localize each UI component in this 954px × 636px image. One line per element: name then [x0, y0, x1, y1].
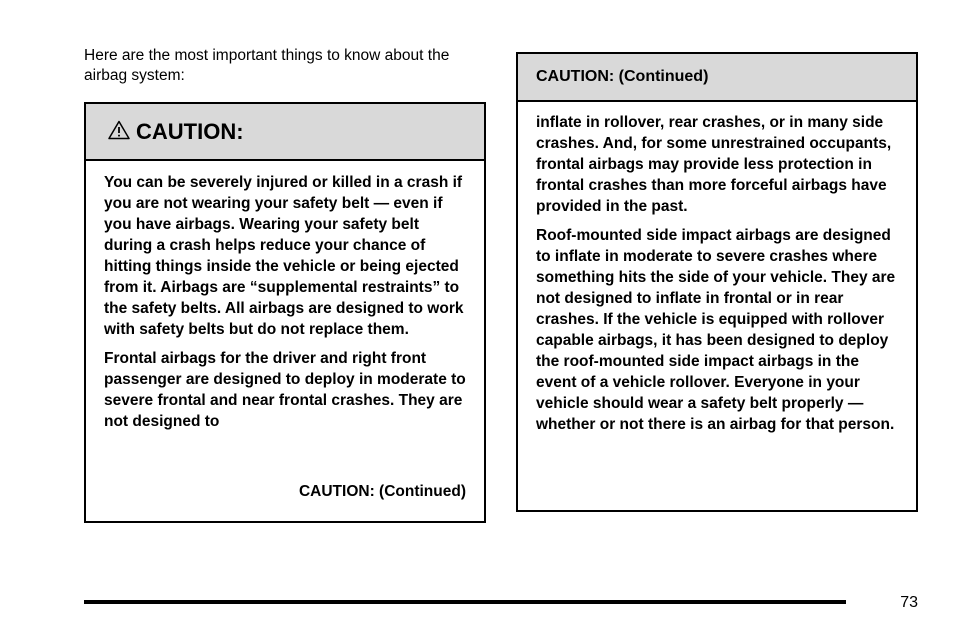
- continued-footer: CAUTION: (Continued): [298, 483, 466, 500]
- page-number: 73: [900, 594, 918, 611]
- caution-paragraph: inflate in rollover, rear crashes, or in many side crashes. And, for some unrestrained occupants, frontal airbags may provide less protection in frontal crashes than more forceful airbags have provided in the past.: [536, 114, 892, 215]
- footer-rule: [84, 600, 846, 604]
- caution-paragraph: Frontal airbags for the driver and right front passenger are designed to deploy in moderate to severe frontal and near frontal crashes. They are not designed to: [104, 350, 466, 430]
- caution-box: [84, 102, 486, 523]
- caution-continued-header: [518, 54, 916, 102]
- caution-paragraph: Roof-mounted side impact airbags are designed to inflate in moderate to severe crashes where something hits the side of your vehicle. They are not designed to inflate in frontal or in rear crashes. If the vehicle is equipped with rollover capable airbags, it has been designed to deploy the roof-mounted side impact airbags in the event of a vehicle rollover. Everyone in your vehicle should wear a safety belt properly — whether or not there is an airbag for that person.: [536, 227, 896, 433]
- caution-body: [86, 161, 484, 432]
- caution-paragraph: You can be severely injured or killed in a crash if you are not wearing your safety belt — even if you have airbags. Wearing your safety belt during a crash helps reduce your chance of hitting things inside the vehicle or being ejected from it. Airbags are “supplemental restraints” to the safety belts. All airbags are designed to work with safety belts but do not replace them.: [104, 174, 464, 338]
- warning-triangle-icon: [108, 120, 130, 140]
- caution-continued-box: [516, 52, 918, 512]
- caution-header: [86, 104, 484, 161]
- caution-title: CAUTION:: [136, 118, 244, 144]
- intro-text: Here are the most important things to know about the airbag system:: [84, 47, 450, 84]
- caution-continued-body: [518, 102, 916, 435]
- continued-header-text: CAUTION: (Continued): [536, 68, 709, 85]
